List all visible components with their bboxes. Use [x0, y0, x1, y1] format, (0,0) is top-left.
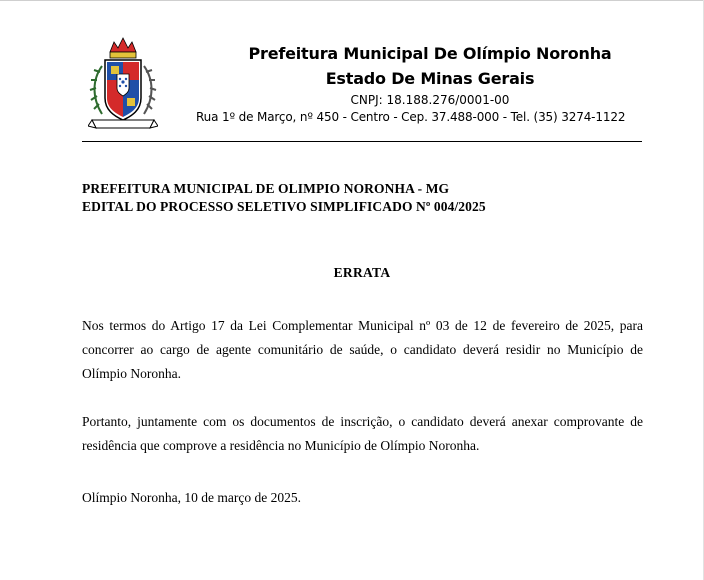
document-title: ERRATA — [333, 265, 391, 280]
coat-of-arms-icon — [88, 36, 158, 132]
closing-date-line: Olímpio Noronha, 10 de março de 2025. — [82, 490, 301, 505]
header-title: Prefeitura Municipal De Olímpio Noronha — [248, 44, 612, 63]
document-heading-municipality: PREFEITURA MUNICIPAL DE OLIMPIO NORONHA - MG — [82, 181, 450, 196]
paragraph-residence-proof: Portanto, juntamente com os documentos de inscrição, o candidato deverá anexar comprovante de residência que comprove a residência no Município de Olímpio Noronha. — [82, 414, 643, 453]
header-cnpj: CNPJ: 18.188.276/0001-00 — [350, 93, 510, 107]
document-heading-edital: EDITAL DO PROCESSO SELETIVO SIMPLIFICADO Nº 004/2025 — [82, 199, 486, 214]
header-state: Estado De Minas Gerais — [325, 69, 535, 88]
paragraph-legal-basis: Nos termos do Artigo 17 da Lei Complementar Municipal nº 03 de 12 de fevereiro de 2025, para concorrer ao cargo de agente comunitário de saúde, o candidato deverá residir no Município de Olímpio Noronha. — [82, 318, 643, 381]
page-top-border — [0, 0, 704, 1]
header-address: Rua 1º de Março, nº 450 - Centro - Cep. 37.488-000 - Tel. (35) 3274-1122 — [196, 110, 626, 124]
header-divider — [82, 141, 642, 142]
